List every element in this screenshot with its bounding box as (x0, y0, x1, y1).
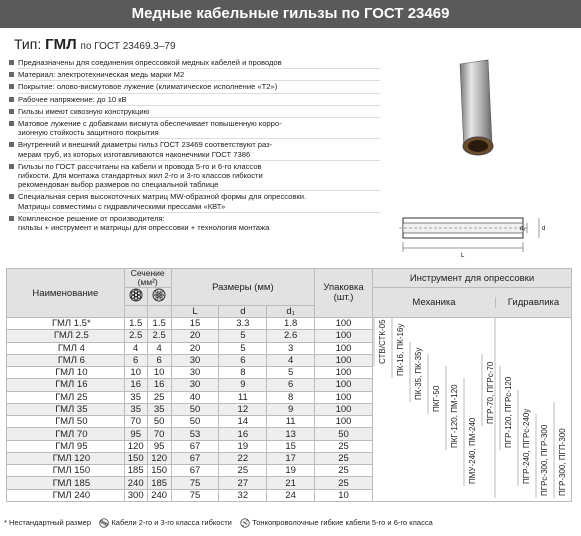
bullet-separator (18, 212, 380, 213)
type-standard: по ГОСТ 23469.3–79 (80, 41, 176, 52)
bullet-separator (18, 190, 380, 191)
bullet-square-icon (9, 216, 14, 221)
cell-s2: 120 (147, 452, 171, 464)
cell-pack: 100 (315, 367, 373, 379)
cell-s2: 50 (147, 416, 171, 428)
cell-pack: 25 (315, 452, 373, 464)
tool-label: ПГР-70, ПГРс-70 (485, 361, 495, 424)
type-line (14, 36, 176, 53)
cell-d1: 15 (267, 440, 315, 452)
cell-name: ГМЛ 10 (7, 367, 125, 379)
bullet-square-icon (9, 142, 14, 147)
cell-pack: 25 (315, 477, 373, 489)
bullet-item: Гильзы по ГОСТ рассчитаны на кабели и провода 5-го и 6-го классов гибкости. Для монтажа стандартных жил 2-го и 3-го классов гибкости рекомендован выбор размеров по специальной таблице (8, 162, 380, 190)
type-code: ГМЛ (45, 36, 77, 53)
cell-L: 40 (171, 391, 219, 403)
cell-d1: 8 (267, 391, 315, 403)
bullet-separator (18, 68, 380, 69)
cell-s1: 1.5 (124, 318, 147, 330)
label-L: L (461, 253, 465, 259)
bullet-square-icon (9, 84, 14, 89)
tools-matrix (372, 318, 571, 502)
header-section: Сечение (мм²) (124, 269, 171, 288)
cell-L: 50 (171, 403, 219, 415)
cell-s1: 4 (124, 342, 147, 354)
cell-d: 11 (219, 391, 267, 403)
cell-name: ГМЛ 1.5* (7, 318, 125, 330)
bullet-item: Рабочее напряжение: до 10 кВ (8, 95, 380, 104)
cell-s2: 35 (147, 403, 171, 415)
cell-s1: 6 (124, 354, 147, 366)
header-hydr: Гидравлика (507, 297, 560, 308)
header-pack: Упаковка (шт.) (315, 269, 373, 318)
cell-L: 75 (171, 477, 219, 489)
sleeve-photo (432, 58, 500, 158)
tool-label: ПКГ-120, ПМ-120 (449, 384, 459, 448)
bullet-item: Материал: электротехническая медь марки М2 (8, 70, 380, 79)
cell-pack: 25 (315, 465, 373, 477)
cell-d1: 2.6 (267, 330, 315, 342)
cell-L: 30 (171, 367, 219, 379)
bullet-item: Внутренний и внешний диаметры гильз ГОСТ 23469 соответствуют раз- мерам труб, из которых изготавливаются наконечники ГОСТ 7386 (8, 140, 380, 158)
cell-d1: 21 (267, 477, 315, 489)
legend-class56: Тонкопроволочные гибкие кабели 5-го и 6-го класса (252, 518, 433, 527)
cell-pack: 100 (315, 318, 373, 330)
tool-label: ПГР-300, ПГП-300 (557, 428, 567, 496)
cell-d1: 1.8 (267, 318, 315, 330)
tool-label: ПМУ-240, ПМ-240 (467, 417, 477, 484)
class23-icon (124, 288, 147, 306)
cell-d1: 9 (267, 403, 315, 415)
header-d: d (219, 306, 267, 318)
bullet-item: Предназначены для соединения опрессовкой медных кабелей и проводов (8, 58, 380, 67)
cell-s1: 300 (124, 489, 147, 501)
tool-label: ПГР-120, ПГРс-120 (503, 376, 513, 448)
cell-s2: 16 (147, 379, 171, 391)
cell-d1: 24 (267, 489, 315, 501)
cell-s1: 16 (124, 379, 147, 391)
cell-name: ГМЛ 4 (7, 342, 125, 354)
cell-d: 16 (219, 428, 267, 440)
cell-name: ГМЛ 50 (7, 416, 125, 428)
bullet-item: Специальная серия высокоточных матриц MW-образной формы для опрессовки. Матрицы совместимы с гидравлическими прессами «КВТ» (8, 192, 380, 210)
cell-pack: 100 (315, 379, 373, 391)
cell-pack: 100 (315, 391, 373, 403)
cell-d1: 5 (267, 367, 315, 379)
cell-d1: 11 (267, 416, 315, 428)
bullet-square-icon (9, 164, 14, 169)
cell-s1: 150 (124, 452, 147, 464)
cell-name: ГМЛ 150 (7, 465, 125, 477)
tool-label: ПК-16, ПК-16у (395, 323, 405, 376)
tool-label: СТВ/СТК-05 (377, 319, 387, 364)
bullet-separator (18, 138, 380, 139)
table-row (7, 318, 572, 330)
cell-d: 5 (219, 330, 267, 342)
cell-d: 22 (219, 452, 267, 464)
cell-s2: 70 (147, 428, 171, 440)
tool-label: ПГР-240, ПГРс-240у (521, 408, 531, 484)
type-prefix: Тип: (14, 36, 42, 52)
cell-name: ГМЛ 16 (7, 379, 125, 391)
bullet-separator (18, 117, 380, 118)
cell-pack: 100 (315, 403, 373, 415)
bullet-separator (18, 105, 380, 106)
cell-s2: 1.5 (147, 318, 171, 330)
cell-d: 27 (219, 477, 267, 489)
bullet-square-icon (9, 60, 14, 65)
cell-s1: 120 (124, 440, 147, 452)
cell-name: ГМЛ 240 (7, 489, 125, 501)
cell-L: 30 (171, 354, 219, 366)
cell-L: 50 (171, 416, 219, 428)
cell-L: 75 (171, 489, 219, 501)
cell-s2: 185 (147, 477, 171, 489)
cell-d: 6 (219, 354, 267, 366)
cell-s2: 25 (147, 391, 171, 403)
tool-label: ПК-35, ПК-35у (413, 347, 423, 400)
cell-name: ГМЛ 120 (7, 452, 125, 464)
cell-d1: 4 (267, 354, 315, 366)
class23-legend-icon (99, 518, 109, 528)
cell-name: ГМЛ 35 (7, 403, 125, 415)
header-d1: d₁ (267, 306, 315, 318)
sleeve-drawing (395, 208, 555, 260)
cell-s1: 70 (124, 416, 147, 428)
cell-d: 12 (219, 403, 267, 415)
cell-d1: 3 (267, 342, 315, 354)
cell-name: ГМЛ 25 (7, 391, 125, 403)
cell-pack: 50 (315, 428, 373, 440)
cell-pack: 25 (315, 440, 373, 452)
cell-d1: 13 (267, 428, 315, 440)
cell-s2: 95 (147, 440, 171, 452)
cell-s1: 35 (124, 391, 147, 403)
class56-icon (147, 288, 171, 306)
page-title: Медные кабельные гильзы по ГОСТ 23469 (0, 0, 581, 28)
cell-d1: 6 (267, 379, 315, 391)
legend-note: * Нестандартный размер (4, 518, 91, 527)
bullet-separator (18, 160, 380, 161)
cell-L: 67 (171, 452, 219, 464)
bullet-item: Покрытие: олово-висмутовое лужение (климатическое исполнение «Т2») (8, 82, 380, 91)
tool-label: ПКГ-50 (431, 385, 441, 412)
bullet-list (8, 58, 380, 232)
label-d: d (542, 226, 546, 232)
cell-s1: 10 (124, 367, 147, 379)
cell-s1: 95 (124, 428, 147, 440)
cell-name: ГМЛ 2.5 (7, 330, 125, 342)
cell-d: 3.3 (219, 318, 267, 330)
cell-s1: 2.5 (124, 330, 147, 342)
cell-pack: 100 (315, 342, 373, 354)
cell-d: 9 (219, 379, 267, 391)
cell-d1: 17 (267, 452, 315, 464)
sleeve-table (6, 268, 572, 502)
header-tools: Инструмент для опрессовки (372, 269, 571, 288)
legend-class23: Кабели 2-го и 3-го класса гибкости (111, 518, 232, 527)
cell-L: 67 (171, 440, 219, 452)
cell-s1: 185 (124, 465, 147, 477)
header-dims: Размеры (мм) (171, 269, 314, 306)
cell-pack: 100 (315, 354, 373, 366)
cell-name: ГМЛ 185 (7, 477, 125, 489)
cell-pack: 10 (315, 489, 373, 501)
header-s1 (124, 306, 147, 318)
cell-pack: 100 (315, 330, 373, 342)
bullet-square-icon (9, 97, 14, 102)
cell-s2: 240 (147, 489, 171, 501)
cell-L: 20 (171, 330, 219, 342)
bullet-square-icon (9, 109, 14, 114)
tools-chart (373, 318, 571, 498)
cell-d: 8 (219, 367, 267, 379)
cell-L: 53 (171, 428, 219, 440)
cell-L: 15 (171, 318, 219, 330)
bullet-separator (18, 80, 380, 81)
bullet-item: Комплексное решение от производителя: гильзы + инструмент и матрицы для опрессовки + технология монтажа (8, 214, 380, 232)
cell-s2: 2.5 (147, 330, 171, 342)
bullet-square-icon (9, 194, 14, 199)
class56-legend-icon (240, 518, 250, 528)
cell-s1: 240 (124, 477, 147, 489)
cell-name: ГМЛ 95 (7, 440, 125, 452)
bullet-item: Матовое лужение с добавками висмута обеспечивает повышенную корро- зионную стойкость защитного покрытия (8, 119, 380, 137)
cell-d: 32 (219, 489, 267, 501)
header-s2 (147, 306, 171, 318)
header-mech: Механика (373, 297, 496, 308)
cell-d: 19 (219, 440, 267, 452)
tool-label: ПГРс-300, ПГР-300 (539, 424, 549, 496)
cell-d: 14 (219, 416, 267, 428)
cell-pack: 100 (315, 416, 373, 428)
cell-L: 30 (171, 379, 219, 391)
cell-L: 67 (171, 465, 219, 477)
bullet-square-icon (9, 72, 14, 77)
cell-name: ГМЛ 6 (7, 354, 125, 366)
cell-s2: 6 (147, 354, 171, 366)
header-name: Наименование (7, 269, 125, 318)
label-d1: d₁ (520, 226, 526, 232)
bullet-square-icon (9, 121, 14, 126)
cell-d: 25 (219, 465, 267, 477)
cell-d1: 19 (267, 465, 315, 477)
cell-s2: 10 (147, 367, 171, 379)
cell-d: 5 (219, 342, 267, 354)
cell-s1: 35 (124, 403, 147, 415)
header-L: L (171, 306, 219, 318)
cell-L: 20 (171, 342, 219, 354)
cell-s2: 4 (147, 342, 171, 354)
legend (4, 518, 433, 528)
cell-name: ГМЛ 70 (7, 428, 125, 440)
bullet-separator (18, 93, 380, 94)
header-tool-types (372, 288, 571, 318)
cell-s2: 150 (147, 465, 171, 477)
bullet-item: Гильзы имеют сквозную конструкцию (8, 107, 380, 116)
